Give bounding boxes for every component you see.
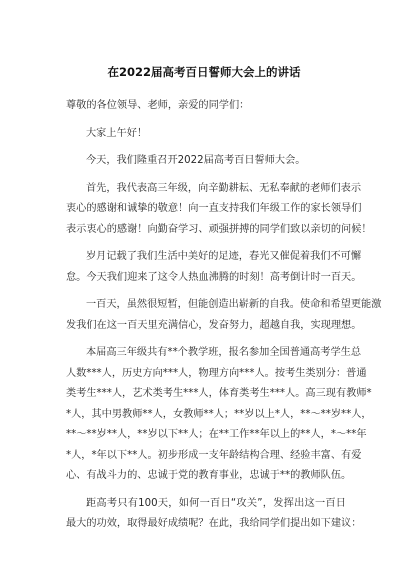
text-line: 表示衷心的感谢！向勤奋学习、顽强拼搏的同学们致以亲切的问候！ [66, 223, 372, 235]
text-line: 发我们在这一百天里充满信心，发奋努力，超越自我，实现理想。 [66, 319, 362, 331]
text-line: 衷心的感谢和诚挚的敬意！向一直支持我们年级工作的家长领导们 [66, 203, 362, 214]
thanks-paragraph [66, 179, 372, 241]
document-title: 在2022届高考百日誓师大会上的讲话 [107, 65, 301, 79]
document-body [66, 96, 382, 535]
time-paragraph [66, 247, 362, 288]
text-line: 人数***人，历史方向***人，物理方向***人。按考生类别分：普通 [66, 367, 367, 379]
text-line: 怠。今天我们迎来了这令人热血沸腾的时刻！高考倒计时一百天。 [66, 271, 362, 283]
greeting-paragraph: 尊敬的各位领导、老师，亲爱的同学们： [66, 100, 250, 111]
text-line: 岁月记载了我们生活中美好的足迹，春光又催促着我们不可懈 [86, 251, 362, 262]
text-line: *人，*年以下**人。初步形成一支年龄结构合理、经验丰富、有爱 [66, 449, 362, 461]
text-line: 类考生***人，艺术类考生***人，体育类考生***人。高三现有教师* [66, 388, 372, 399]
text-line: 距高考只有100天，如何一百日“攻关”，发挥出这一百日 [86, 497, 346, 509]
text-line: 一百天，虽然很短暂，但能创造出崭新的自我。使命和希望更能激 [86, 299, 382, 310]
text-line: 本届高三年级共有**个教学班，报名参加全国普通高考学生总 [86, 347, 362, 358]
text-line: 心、有战斗力的、忠诚于党的教育事业，忠诚于**的教师队伍。 [66, 470, 352, 481]
opening-paragraph: 今天，我们隆重召开2022届高考百日誓师大会。 [86, 155, 306, 166]
hello-paragraph: 大家上午好！ [86, 127, 148, 139]
text-line: **～**岁**人，**岁以下**人；在**工作**年以上的**人，*～**年 [66, 429, 367, 440]
advice-paragraph [66, 494, 362, 535]
hundred-days-paragraph [66, 295, 382, 336]
text-line: 最大的功效，取得最好成绩呢？在此，我给同学们提出如下建议： [66, 518, 362, 529]
statistics-paragraph [66, 343, 372, 487]
text-line: *人，其中男教师**人，女教师**人；**岁以上*人，**～**岁**人， [66, 408, 372, 420]
text-line: 首先，我代表高三年级，向辛勤耕耘、无私奉献的老师们表示 [86, 182, 362, 194]
